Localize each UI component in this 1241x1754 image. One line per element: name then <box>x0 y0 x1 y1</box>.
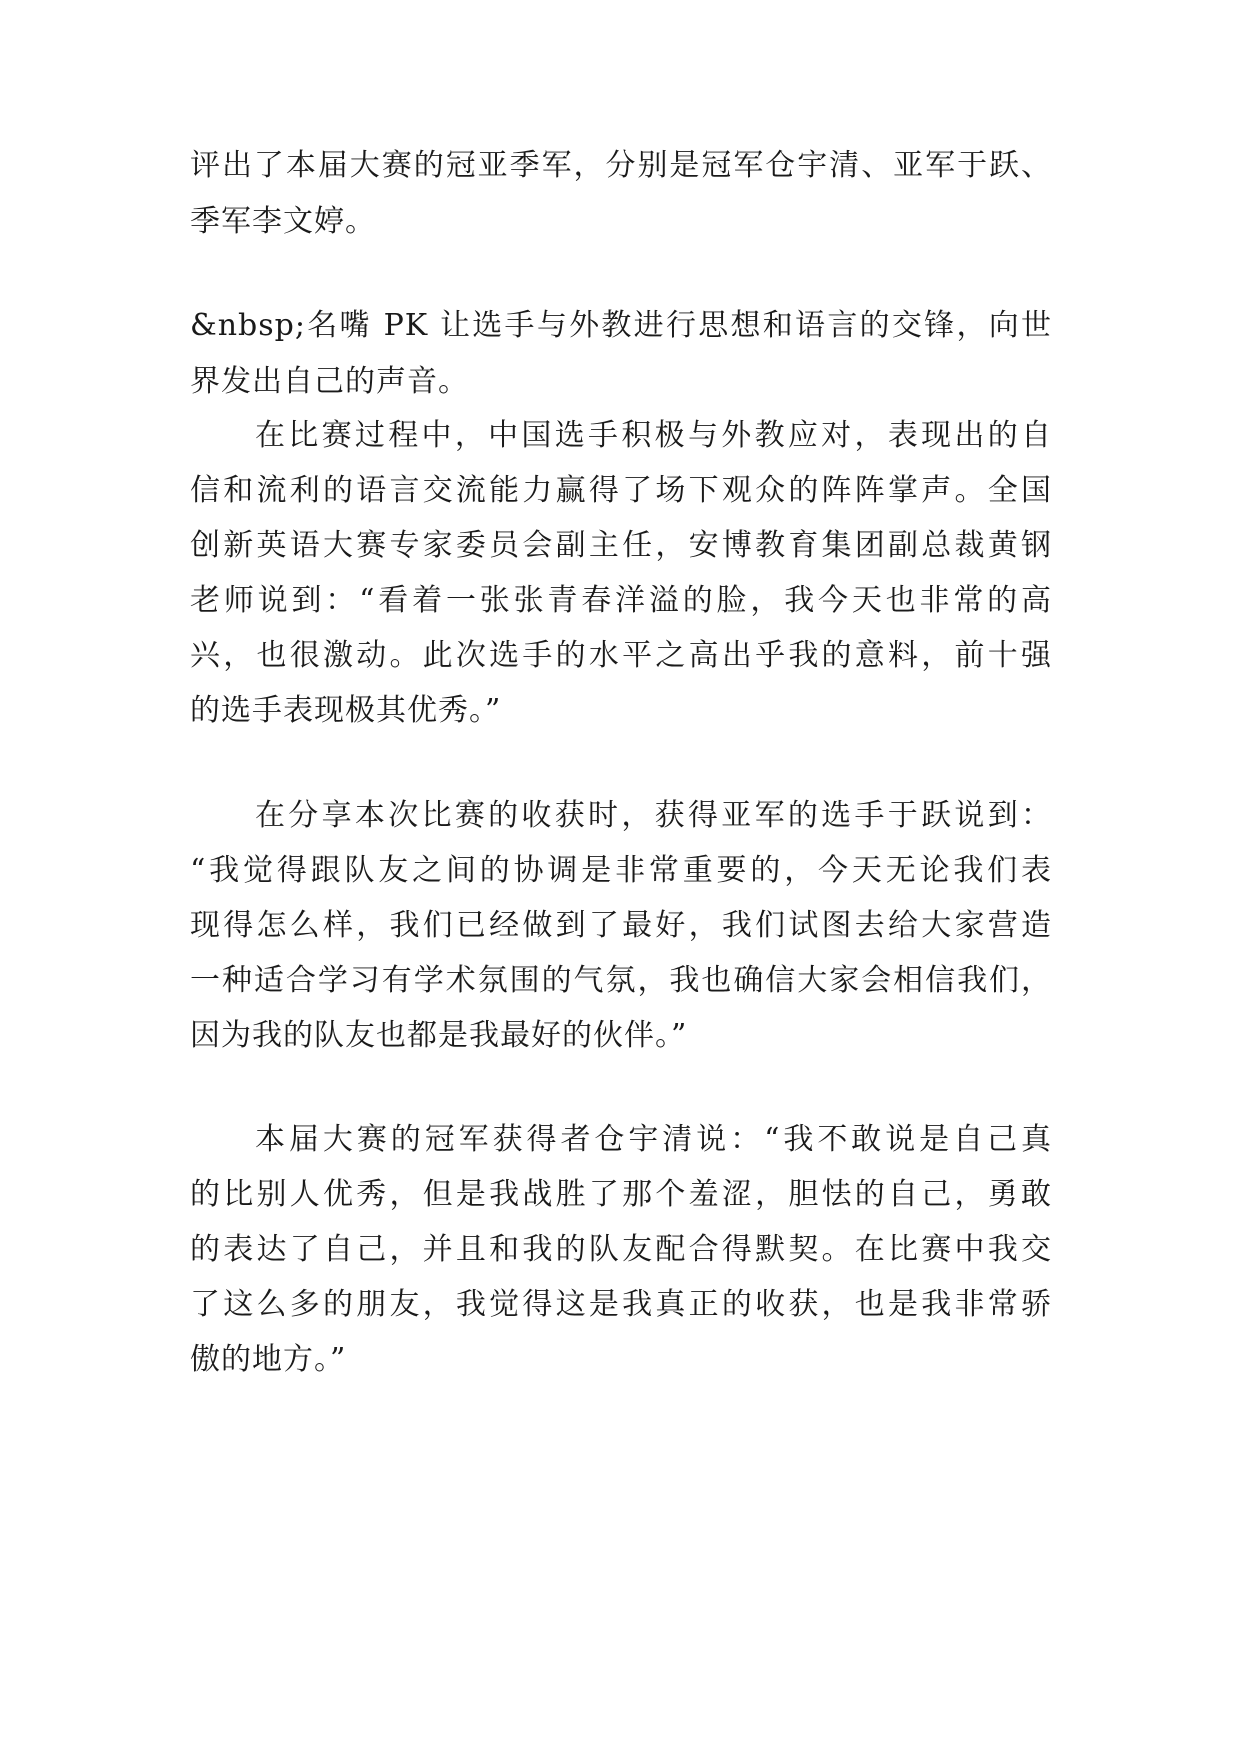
text-line: 创新英语大赛专家委员会副主任，安博教育集团副总裁黄钢 <box>190 528 1052 563</box>
text-line: 在比赛过程中，中国选手积极与外教应对，表现出的自 <box>255 418 1052 453</box>
text-line: 界发出自己的声音。 <box>190 364 469 399</box>
text-line: 评出了本届大赛的冠亚季军，分别是冠军仓宇清、亚军于跃、 <box>190 148 1052 183</box>
text-line: 本届大赛的冠军获得者仓宇清说：“我不敢说是自己真 <box>255 1122 1052 1157</box>
text-line: 因为我的队友也都是我最好的伙伴。” <box>190 1018 688 1053</box>
text-line: 老师说到：“看着一张张青春洋溢的脸，我今天也非常的高 <box>190 583 1052 618</box>
text-line: 的比别人优秀，但是我战胜了那个羞涩，胆怯的自己，勇敢 <box>190 1177 1052 1212</box>
text-line: 的表达了自己，并且和我的队友配合得默契。在比赛中我交 <box>190 1232 1052 1267</box>
text-line: &nbsp;名嘴 PK 让选手与外教进行思想和语言的交锋，向世 <box>190 308 1052 343</box>
text-line: 兴，也很激动。此次选手的水平之高出乎我的意料，前十强 <box>190 638 1052 673</box>
text-line: “我觉得跟队友之间的协调是非常重要的，今天无论我们表 <box>190 853 1052 888</box>
text-line: 现得怎么样，我们已经做到了最好，我们试图去给大家营造 <box>190 908 1052 943</box>
text-line: 了这么多的朋友，我觉得这是我真正的收获，也是我非常骄 <box>190 1287 1052 1322</box>
text-line: 的选手表现极其优秀。” <box>190 693 502 728</box>
text-line: 信和流利的语言交流能力赢得了场下观众的阵阵掌声。全国 <box>190 473 1052 508</box>
text-line: 季军李文婷。 <box>190 204 376 239</box>
text-line: 傲的地方。” <box>190 1342 347 1377</box>
text-line: 一种适合学习有学术氛围的气氛，我也确信大家会相信我们， <box>190 963 1052 998</box>
text-line: 在分享本次比赛的收获时，获得亚军的选手于跃说到： <box>255 798 1052 833</box>
